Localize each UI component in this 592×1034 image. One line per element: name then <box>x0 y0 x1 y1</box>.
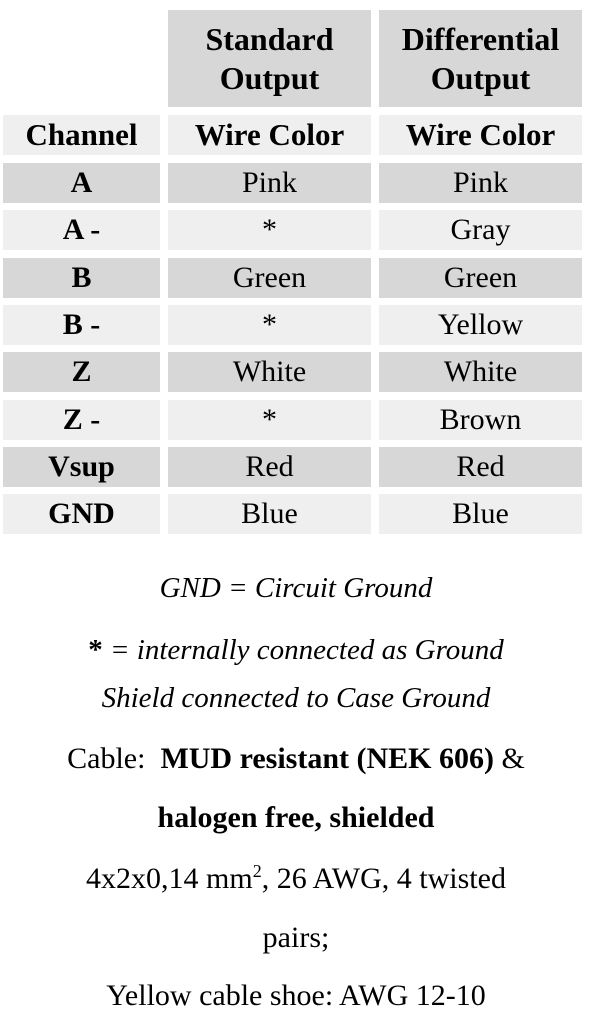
star-symbol: * <box>88 634 103 666</box>
standard-color-cell: Blue <box>168 494 371 534</box>
subheader-standard-wire-color: Wire Color <box>168 115 371 155</box>
channel-cell: A <box>3 163 160 203</box>
channel-cell: GND <box>3 494 160 534</box>
header-empty-cell <box>3 10 160 107</box>
spec-superscript: 2 <box>252 861 262 881</box>
header-differential-line1: Differential <box>401 20 560 57</box>
channel-cell: Z <box>3 352 160 392</box>
note-cable <box>0 742 592 776</box>
differential-color-cell: Gray <box>379 210 582 250</box>
cable-prefix: Cable: <box>67 742 161 775</box>
note-star <box>0 634 592 667</box>
standard-color-cell: * <box>168 210 371 250</box>
cable-bold-mud: MUD resistant (NEK 606) <box>160 742 495 775</box>
spec-part1: 4x2x0,14 mm <box>86 862 253 895</box>
header-standard-output <box>168 10 371 107</box>
standard-color-cell: Red <box>168 447 371 487</box>
note-spec <box>0 861 592 896</box>
table-subheader-row <box>0 115 592 155</box>
header-differential-output <box>379 10 582 107</box>
star-text: = internally connected as Ground <box>102 634 504 666</box>
note-shield: Shield connected to Case Ground <box>101 682 491 714</box>
header-standard-line1: Standard <box>205 20 334 57</box>
differential-color-cell: White <box>379 352 582 392</box>
standard-color-cell: Green <box>168 258 371 298</box>
standard-color-cell: White <box>168 352 371 392</box>
subheader-differential-wire-color: Wire Color <box>379 115 582 155</box>
differential-color-cell: Blue <box>379 494 582 534</box>
differential-color-cell: Green <box>379 258 582 298</box>
header-standard-line2: Output <box>219 59 320 96</box>
note-cable-line2 <box>0 801 592 835</box>
channel-cell: B <box>3 258 160 298</box>
differential-color-cell: Brown <box>379 400 582 440</box>
subheader-channel: Channel <box>3 115 160 155</box>
differential-color-cell: Pink <box>379 163 582 203</box>
note-gnd: GND = Circuit Ground <box>159 572 433 604</box>
channel-cell: B - <box>3 305 160 345</box>
spec-part2: , 26 AWG, 4 twisted <box>261 862 506 895</box>
note-spec-line2: pairs; <box>262 921 330 954</box>
differential-color-cell: Yellow <box>379 305 582 345</box>
channel-cell: Vsup <box>3 447 160 487</box>
cable-amp: & <box>494 742 525 775</box>
table-header-row <box>0 10 592 107</box>
standard-color-cell: Pink <box>168 163 371 203</box>
standard-color-cell: * <box>168 305 371 345</box>
standard-color-cell: * <box>168 400 371 440</box>
channel-cell: Z - <box>3 400 160 440</box>
channel-cell: A - <box>3 210 160 250</box>
note-cable-shoe: Yellow cable shoe: AWG 12-10 <box>106 979 486 1012</box>
header-differential-line2: Output <box>430 59 531 96</box>
cable-bold-halogen: halogen free, shielded <box>157 801 435 834</box>
differential-color-cell: Red <box>379 447 582 487</box>
